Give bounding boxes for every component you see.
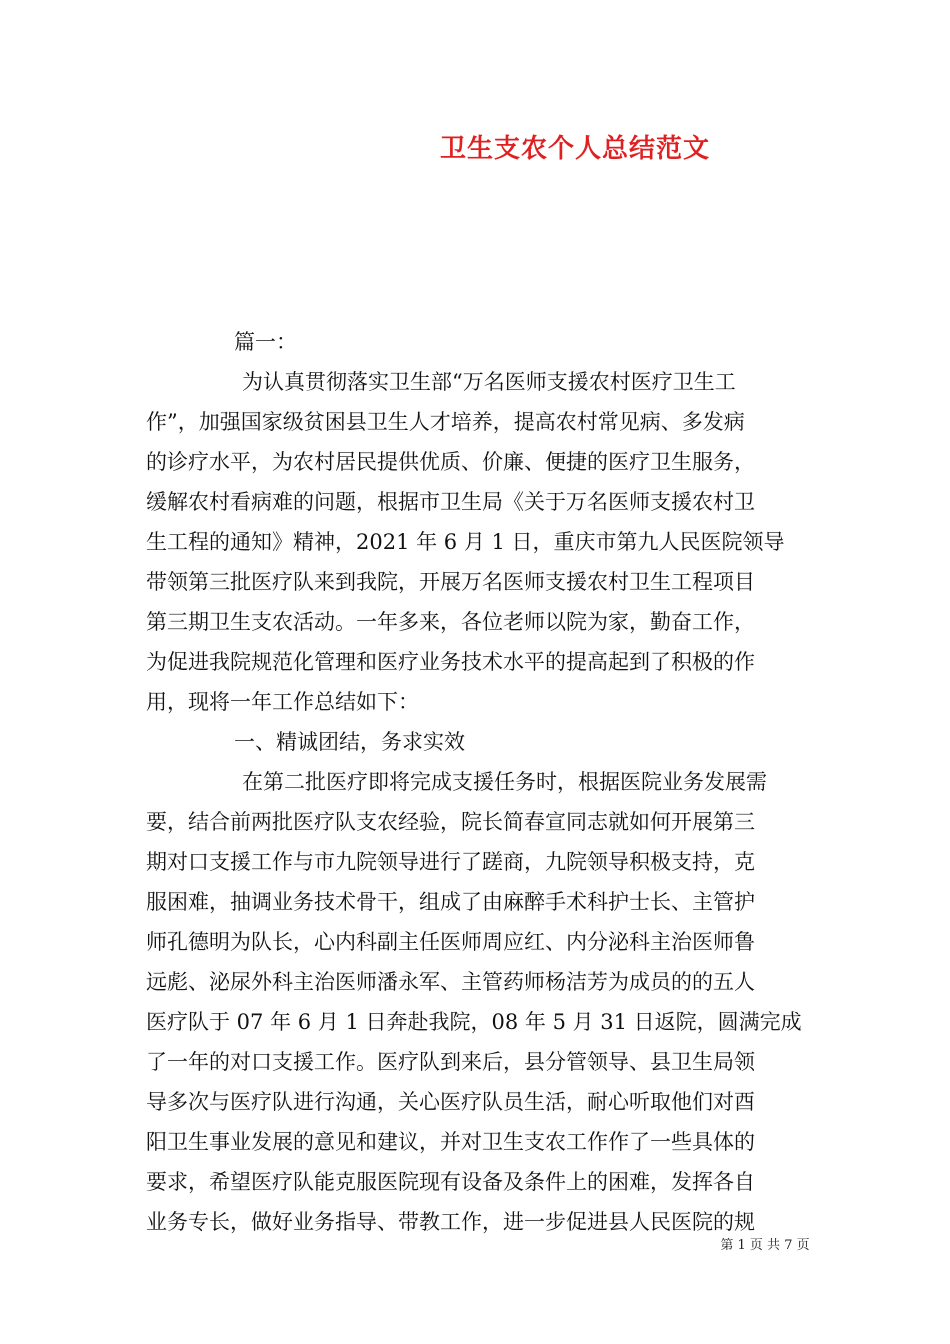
paragraph-line: 医疗队于 07 年 6 月 1 日奔赴我院，08 年 5 月 31 日返院，圆满完成 [146, 1010, 802, 1034]
paragraph-line: 了一年的对口支援工作。医疗队到来后，县分管领导、县卫生局领 [146, 1050, 755, 1074]
paragraph-line: 要，结合前两批医疗队支农经验，院长简春宣同志就如何开展第三 [146, 810, 755, 834]
paragraph-line: 要求，希望医疗队能克服医院现有设备及条件上的困难，发挥各自 [146, 1170, 755, 1194]
paragraph-line: 导多次与医疗队进行沟通，关心医疗队员生活，耐心听取他们对酉 [146, 1090, 755, 1114]
document-title: 卫生支农个人总结范文 [439, 134, 710, 164]
paragraph-line: 为认真贯彻落实卫生部“万名医师支援农村医疗卫生工 [242, 370, 736, 394]
page-number-footer: 第 1 页 共 7 页 [720, 1238, 810, 1253]
paragraph-line: 用，现将一年工作总结如下： [146, 690, 419, 714]
section-label: 篇一： [234, 330, 297, 354]
paragraph-line: 业务专长，做好业务指导、带教工作，进一步促进县人民医院的规 [146, 1210, 755, 1234]
section-heading: 一、精诚团结，务求实效 [234, 730, 465, 754]
paragraph-2 [146, 762, 806, 1242]
paragraph-line: 第三期卫生支农活动。一年多来，各位老师以院为家，勤奋工作， [146, 610, 755, 634]
paragraph-line: 为促进我院规范化管理和医疗业务技术水平的提高起到了积极的作 [146, 650, 755, 674]
paragraph-line: 师孔德明为队长，心内科副主任医师周应红、内分泌科主治医师鲁 [146, 930, 755, 954]
paragraph-line: 服困难，抽调业务技术骨干，组成了由麻醉手术科护士长、主管护 [146, 890, 755, 914]
paragraph-line: 在第二批医疗即将完成支援任务时，根据医院业务发展需 [242, 770, 767, 794]
paragraph-line: 阳卫生事业发展的意见和建议，并对卫生支农工作作了一些具体的 [146, 1130, 755, 1154]
paragraph-line: 远彪、泌尿外科主治医师潘永军、主管药师杨洁芳为成员的的五人 [146, 970, 755, 994]
document-body [146, 322, 806, 1242]
paragraph-line: 缓解农村看病难的问题，根据市卫生局《关于万名医师支援农村卫 [146, 490, 755, 514]
paragraph-line: 带领第三批医疗队来到我院，开展万名医师支援农村卫生工程项目 [146, 570, 755, 594]
paragraph-line: 作”，加强国家级贫困县卫生人才培养，提高农村常见病、多发病 [146, 410, 745, 434]
paragraph-line: 的诊疗水平，为农村居民提供优质、价廉、便捷的医疗卫生服务， [146, 450, 755, 474]
paragraph-line: 期对口支援工作与市九院领导进行了蹉商，九院领导积极支持，克 [146, 850, 755, 874]
paragraph-line: 生工程的通知》精神，2021 年 6 月 1 日，重庆市第九人民医院领导 [146, 530, 785, 554]
paragraph-1 [146, 362, 806, 722]
